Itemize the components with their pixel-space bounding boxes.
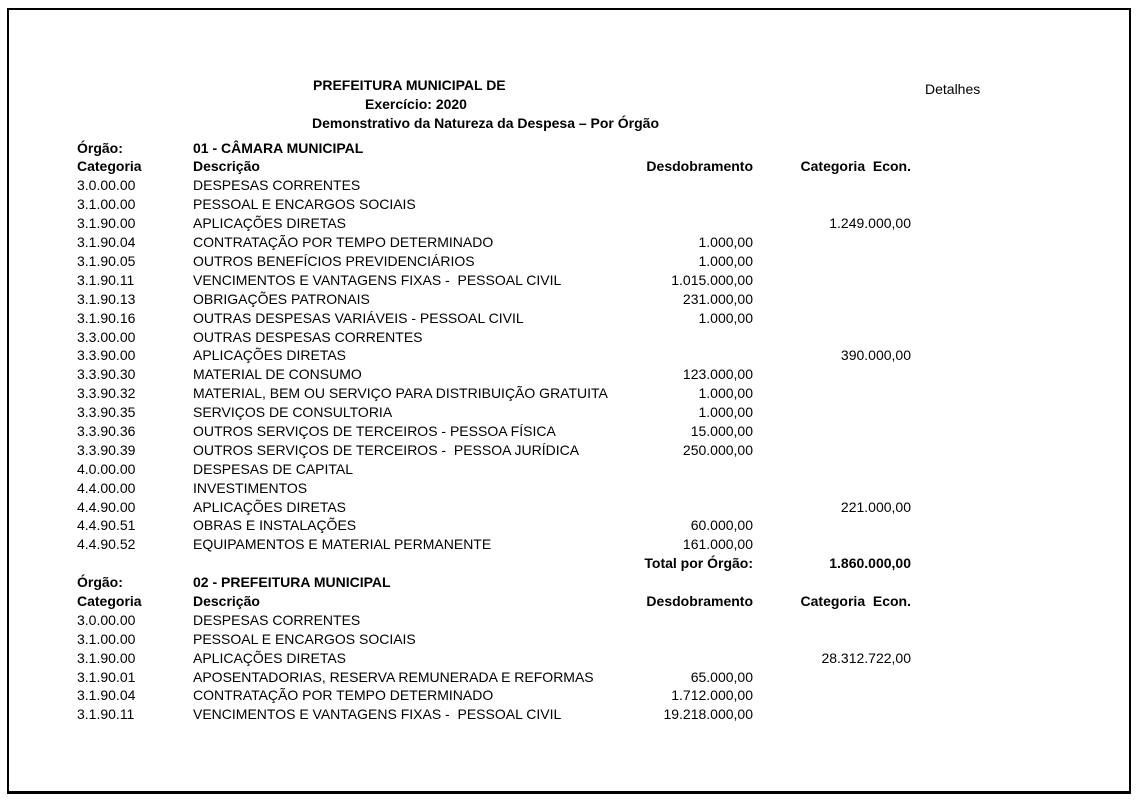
categoria-cell: 4.4.90.51 (77, 517, 136, 534)
descricao-cell: MATERIAL, BEM OU SERVIÇO PARA DISTRIBUIÇÃO GRATUITA (193, 385, 608, 402)
descricao-cell: VENCIMENTOS E VANTAGENS FIXAS - PESSOAL CIVIL (193, 706, 562, 723)
descricao-cell: OUTROS SERVIÇOS DE TERCEIROS - PESSOA FÍSICA (193, 422, 556, 439)
column-header-row (9, 157, 1129, 176)
categoria-econ-cell: 1.249.000,00 (829, 215, 911, 232)
desdobramento-cell: 15.000,00 (690, 422, 753, 439)
orgao-row (9, 573, 1129, 592)
desdobramento-cell: 1.000,00 (698, 234, 753, 251)
categoria-cell: 3.0.00.00 (77, 177, 136, 194)
categoria-econ-cell: 28.312.722,00 (821, 649, 911, 666)
column-header-categoria: Categoria (77, 158, 142, 175)
desdobramento-cell: 231.000,00 (682, 290, 753, 307)
table-row (9, 195, 1129, 214)
categoria-cell: 4.0.00.00 (77, 460, 136, 477)
categoria-cell: 3.1.90.11 (77, 271, 135, 288)
column-header-categoria-econ: Categoria Econ. (800, 592, 911, 609)
column-header-categoria: Categoria (77, 592, 142, 609)
desdobramento-cell: 1.000,00 (698, 385, 753, 402)
categoria-cell: 4.4.90.52 (77, 536, 136, 553)
orgao-row (9, 139, 1129, 158)
table-row (9, 233, 1129, 252)
desdobramento-cell: 60.000,00 (690, 517, 753, 534)
categoria-cell: 3.1.90.00 (77, 649, 136, 666)
categoria-cell: 3.3.90.30 (77, 366, 136, 383)
table-row (9, 309, 1129, 328)
descricao-cell: EQUIPAMENTOS E MATERIAL PERMANENTE (193, 536, 492, 553)
orgao-value: 02 - PREFEITURA MUNICIPAL (193, 574, 391, 591)
detalhes-link[interactable]: Detalhes (925, 81, 981, 97)
desdobramento-cell: 161.000,00 (682, 536, 753, 553)
table-row (9, 403, 1129, 422)
categoria-cell: 3.1.00.00 (77, 630, 136, 647)
categoria-cell: 3.3.00.00 (77, 328, 136, 345)
descricao-cell: PESSOAL E ENCARGOS SOCIAIS (193, 196, 416, 213)
orgao-label: Órgão: (77, 139, 123, 156)
orgao-label: Órgão: (77, 574, 123, 591)
desdobramento-cell: 65.000,00 (690, 668, 753, 685)
table-row (9, 498, 1129, 517)
descricao-cell: OBRIGAÇÕES PATRONAIS (193, 290, 370, 307)
table-row (9, 290, 1129, 309)
report-heading: Demonstrativo da Natureza da Despesa – Por Órgão (312, 115, 659, 131)
descricao-cell: APLICAÇÕES DIRETAS (193, 347, 347, 364)
column-header-desdobramento: Desdobramento (646, 158, 753, 175)
table-row (9, 441, 1129, 460)
categoria-econ-cell: 221.000,00 (840, 498, 911, 515)
table-row (9, 365, 1129, 384)
table-row (9, 686, 1129, 705)
categoria-cell: 4.4.00.00 (77, 479, 136, 496)
descricao-cell: OUTRAS DESPESAS CORRENTES (193, 328, 423, 345)
total-row (9, 554, 1129, 573)
categoria-cell: 3.1.90.13 (77, 290, 136, 307)
desdobramento-cell: 1.712.000,00 (671, 687, 753, 704)
desdobramento-cell: 1.000,00 (698, 309, 753, 326)
table-row (9, 384, 1129, 403)
descricao-cell: MATERIAL DE CONSUMO (193, 366, 362, 383)
column-header-categoria-econ: Categoria Econ. (800, 158, 911, 175)
categoria-cell: 3.1.00.00 (77, 196, 136, 213)
descricao-cell: OUTRAS DESPESAS VARIÁVEIS - PESSOAL CIVIL (193, 309, 524, 326)
table-row (9, 516, 1129, 535)
table-row (9, 479, 1129, 498)
categoria-cell: 3.0.00.00 (77, 611, 136, 628)
table-row (9, 668, 1129, 687)
table-row (9, 611, 1129, 630)
desdobramento-cell: 1.000,00 (698, 404, 753, 421)
table-row (9, 630, 1129, 649)
desdobramento-cell: 19.218.000,00 (663, 706, 753, 723)
categoria-cell: 3.3.90.36 (77, 422, 136, 439)
descricao-cell: SERVIÇOS DE CONSULTORIA (193, 404, 393, 421)
total-value: 1.860.000,00 (829, 555, 911, 572)
total-label: Total por Órgão: (644, 555, 753, 572)
descricao-cell: OBRAS E INSTALAÇÕES (193, 517, 357, 534)
report-page (7, 8, 1131, 794)
desdobramento-cell: 123.000,00 (682, 366, 753, 383)
descricao-cell: CONTRATAÇÃO POR TEMPO DETERMINADO (193, 687, 494, 704)
table-row (9, 328, 1129, 347)
categoria-cell: 3.3.90.32 (77, 385, 136, 402)
descricao-cell: DESPESAS CORRENTES (193, 611, 361, 628)
column-header-descricao: Descrição (193, 158, 260, 175)
descricao-cell: INVESTIMENTOS (193, 479, 308, 496)
descricao-cell: DESPESAS DE CAPITAL (193, 460, 354, 477)
table-row (9, 422, 1129, 441)
categoria-cell: 4.4.90.00 (77, 498, 136, 515)
categoria-cell: 3.1.90.04 (77, 234, 136, 251)
desdobramento-cell: 1.015.000,00 (671, 271, 753, 288)
table-row (9, 649, 1129, 668)
categoria-cell: 3.3.90.35 (77, 404, 136, 421)
categoria-cell: 3.3.90.39 (77, 441, 136, 458)
descricao-cell: PESSOAL E ENCARGOS SOCIAIS (193, 630, 416, 647)
categoria-econ-cell: 390.000,00 (840, 347, 911, 364)
categoria-cell: 3.1.90.11 (77, 706, 135, 723)
categoria-cell: 3.1.90.00 (77, 215, 136, 232)
categoria-cell: 3.1.90.16 (77, 309, 136, 326)
orgao-value: 01 - CÂMARA MUNICIPAL (193, 139, 364, 156)
categoria-cell: 3.1.90.04 (77, 687, 136, 704)
table-row (9, 214, 1129, 233)
categoria-cell: 3.1.90.01 (77, 668, 136, 685)
categoria-cell: 3.3.90.00 (77, 347, 136, 364)
descricao-cell: OUTROS SERVIÇOS DE TERCEIROS - PESSOA JURÍDICA (193, 441, 580, 458)
table-row (9, 460, 1129, 479)
table-row (9, 271, 1129, 290)
column-header-row (9, 592, 1129, 611)
descricao-cell: APLICAÇÕES DIRETAS (193, 649, 347, 666)
descricao-cell: OUTROS BENEFÍCIOS PREVIDENCIÁRIOS (193, 252, 475, 269)
table-row (9, 346, 1129, 365)
table-row (9, 176, 1129, 195)
categoria-cell: 3.1.90.05 (77, 252, 136, 269)
column-header-desdobramento: Desdobramento (646, 592, 753, 609)
descricao-cell: VENCIMENTOS E VANTAGENS FIXAS - PESSOAL CIVIL (193, 271, 562, 288)
table-row (9, 252, 1129, 271)
table-row (9, 705, 1129, 724)
desdobramento-cell: 1.000,00 (698, 252, 753, 269)
report-subtitle: Exercício: 2020 (365, 96, 467, 112)
desdobramento-cell: 250.000,00 (682, 441, 753, 458)
column-header-descricao: Descrição (193, 592, 260, 609)
descricao-cell: DESPESAS CORRENTES (193, 177, 361, 194)
table-row (9, 535, 1129, 554)
report-title: PREFEITURA MUNICIPAL DE (313, 77, 506, 93)
descricao-cell: APLICAÇÕES DIRETAS (193, 215, 347, 232)
descricao-cell: APOSENTADORIAS, RESERVA REMUNERADA E REFORMAS (193, 668, 594, 685)
descricao-cell: APLICAÇÕES DIRETAS (193, 498, 347, 515)
descricao-cell: CONTRATAÇÃO POR TEMPO DETERMINADO (193, 234, 494, 251)
report-body (9, 139, 1129, 725)
